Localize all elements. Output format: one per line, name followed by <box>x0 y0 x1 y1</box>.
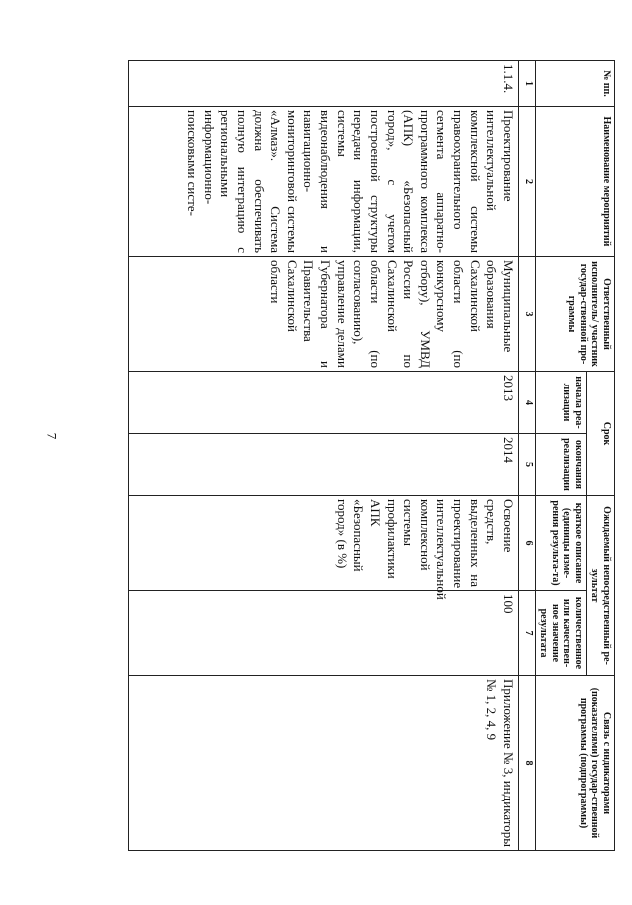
header-link: Связь с индикаторами (показателями) государ-ственной программы (подпрограммы) <box>536 676 615 851</box>
header-term: Срок <box>587 372 615 496</box>
header-result: Ожидаемый непосредственный ре-зультат <box>587 496 615 676</box>
column-numbers-row <box>519 61 536 851</box>
table-row <box>129 61 519 851</box>
row-result-short: Освоение средств, выделенных на проектирование интеллектуальной комплексной системы профилактики АПК «Безопасный город» (в %) <box>129 496 519 591</box>
row-link: Приложение № 3, индикаторы № 1, 2, 4, 9 <box>129 676 519 851</box>
column-number: 2 <box>519 107 536 257</box>
header-name: Наименование мероприятий <box>536 107 615 257</box>
measures-table <box>128 60 615 851</box>
row-result-value: 100 <box>129 591 519 676</box>
page-number: 7 <box>44 432 60 440</box>
header-term-start: начала реа-лизации <box>536 372 587 434</box>
row-num: 1.1.4. <box>129 61 519 107</box>
row-end: 2014 <box>129 434 519 496</box>
column-number: 8 <box>519 676 536 851</box>
header-num: № пп. <box>536 61 615 107</box>
header-result-value: количественное или качествен-ное значение результата <box>536 591 587 676</box>
column-number: 6 <box>519 496 536 591</box>
rotated-table-container <box>70 60 615 850</box>
row-start: 2013 <box>129 372 519 434</box>
column-number: 1 <box>519 61 536 107</box>
row-name: Проектирование интеллектуальной комплексной системы правоохранительного сегмента аппаратно-программного комплекса (АПК) «Безопасный город», с учетом построенной структуры передачи информации, системы видеонаблюдения и навигационно-мониторинговой системы «Алмаз». Система должна обеспечивать полную интеграцию с региональными информационно-поисковыми систе- <box>129 107 519 257</box>
column-number: 3 <box>519 257 536 372</box>
header-term-end: окончания реализации <box>536 434 587 496</box>
header-result-short: краткое описание (единицы изме-рения результа-та) <box>536 496 587 591</box>
column-number: 4 <box>519 372 536 434</box>
row-executor: Муниципальные образования Сахалинской области (по конкурсному отбору), УМВД России по Сахалинской области (по согласованию), управление делами Губернатора и Правительства Сахалинской области <box>129 257 519 372</box>
header-executor: Ответственный исполнитель/ участник государ-ственной про-граммы <box>536 257 615 372</box>
header-row-1 <box>587 61 615 851</box>
column-number: 7 <box>519 591 536 676</box>
column-number: 5 <box>519 434 536 496</box>
